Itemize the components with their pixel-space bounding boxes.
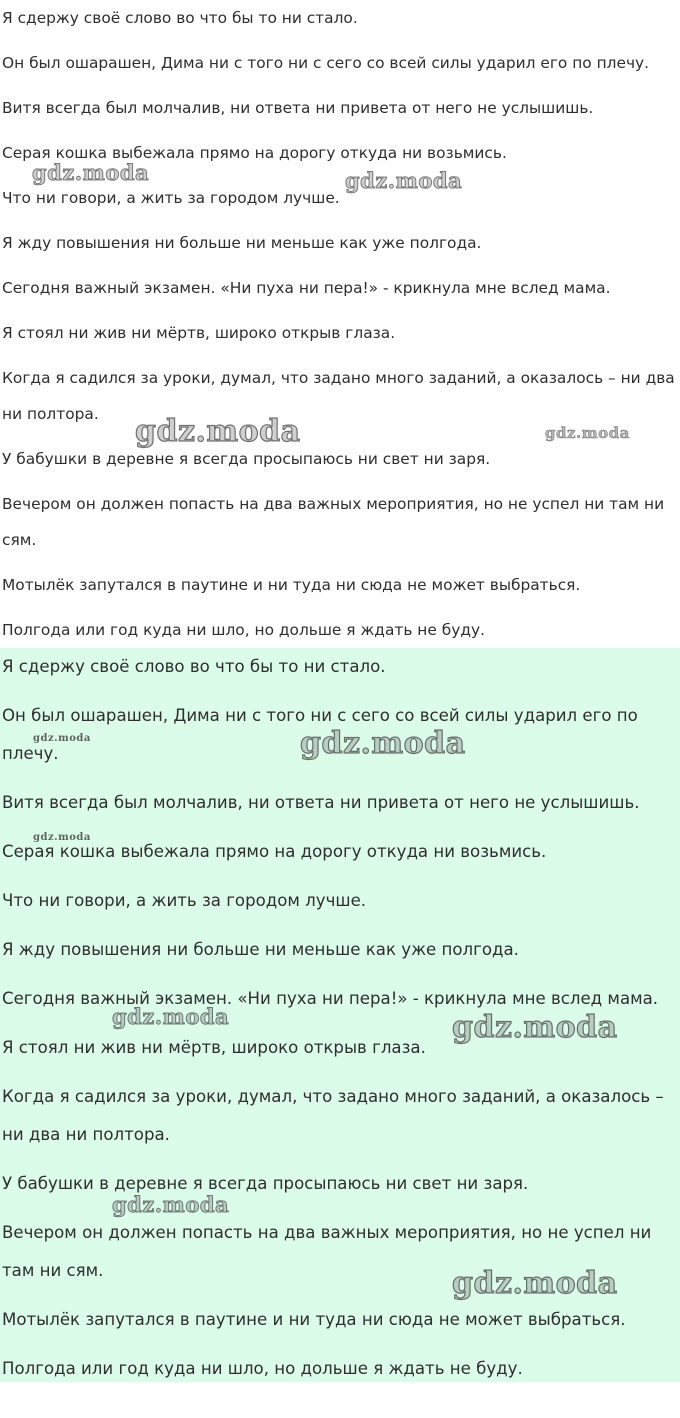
sentence: У бабушки в деревне я всегда просыпаюсь ни свет ни заря.	[2, 1174, 529, 1193]
sentence: Полгода или год куда ни шло, но дольше я ждать не буду.	[2, 1359, 523, 1378]
sentence: Что ни говори, а жить за городом лучше.	[2, 891, 367, 910]
sentence: Витя всегда был молчалив, ни ответа ни привета от него не услышишь.	[2, 793, 640, 812]
watermark: gdz.moda	[112, 1004, 230, 1029]
sentence: Когда я садился за уроки, думал, что задано много заданий, а оказалось – ни два ни полтора.	[2, 1087, 664, 1144]
watermark: gdz.moda	[33, 832, 91, 843]
sentence: Серая кошка выбежала прямо на дорогу откуда ни возьмись.	[2, 842, 547, 861]
watermark: gdz.moda	[345, 168, 463, 193]
sentence: Я жду повышения ни больше ни меньше как уже полгода.	[2, 940, 519, 959]
watermark: gdz.moda	[32, 160, 150, 185]
sentence: У бабушки в деревне я всегда просыпаюсь ни свет ни заря.	[2, 450, 491, 468]
sentence: Полгода или год куда ни шло, но дольше я ждать не буду.	[2, 621, 485, 639]
sentence: Я стоял ни жив ни мёртв, широко открыв глаза.	[2, 324, 396, 342]
sentence: Он был ошарашен, Дима ни с того ни с сего со всей силы ударил его по плечу.	[2, 54, 650, 72]
sentence: Серая кошка выбежала прямо на дорогу откуда ни возьмись.	[2, 144, 507, 162]
watermark: gdz.moda	[545, 424, 630, 442]
sentence: Он был ошарашен, Дима ни с того ни с сего со всей силы ударил его по плечу.	[2, 706, 638, 763]
watermark: gdz.moda	[452, 1010, 618, 1045]
watermark: gdz.moda	[135, 414, 301, 449]
sentence: Я сдержу своё слово во что бы то ни стало.	[2, 657, 386, 676]
sentence: Когда я садился за уроки, думал, что задано много заданий, а оказалось – ни два ни полтора.	[2, 369, 675, 423]
sentence: Я стоял ни жив ни мёртв, широко открыв глаза.	[2, 1038, 426, 1057]
answer-section-highlighted	[0, 648, 680, 1382]
sentence: Я сдержу своё слово во что бы то ни стало.	[2, 9, 358, 27]
answer-section-plain	[0, 0, 680, 648]
watermark: gdz.moda	[452, 1266, 618, 1301]
sentence: Что ни говори, а жить за городом лучше.	[2, 189, 340, 207]
sentence: Сегодня важный экзамен. «Ни пуха ни пера!» - крикнула мне вслед мама.	[2, 279, 611, 297]
sentence: Мотылёк запутался в паутине и ни туда ни сюда не может выбраться.	[2, 1310, 626, 1329]
sentence: Вечером он должен попасть на два важных мероприятия, но не успел ни там ни сям.	[2, 495, 665, 549]
sentence: Витя всегда был молчалив, ни ответа ни привета от него не услышишь.	[2, 99, 594, 117]
watermark: gdz.moda	[112, 1192, 230, 1217]
watermark: gdz.moda	[33, 733, 91, 744]
sentence: Сегодня важный экзамен. «Ни пуха ни пера!» - крикнула мне вслед мама.	[2, 989, 659, 1008]
sentence: Я жду повышения ни больше ни меньше как уже полгода.	[2, 234, 482, 252]
watermark: gdz.moda	[300, 726, 466, 761]
sentence: Вечером он должен попасть на два важных мероприятия, но не успел ни там ни сям.	[2, 1223, 652, 1280]
sentence: Мотылёк запутался в паутине и ни туда ни сюда не может выбраться.	[2, 576, 581, 594]
